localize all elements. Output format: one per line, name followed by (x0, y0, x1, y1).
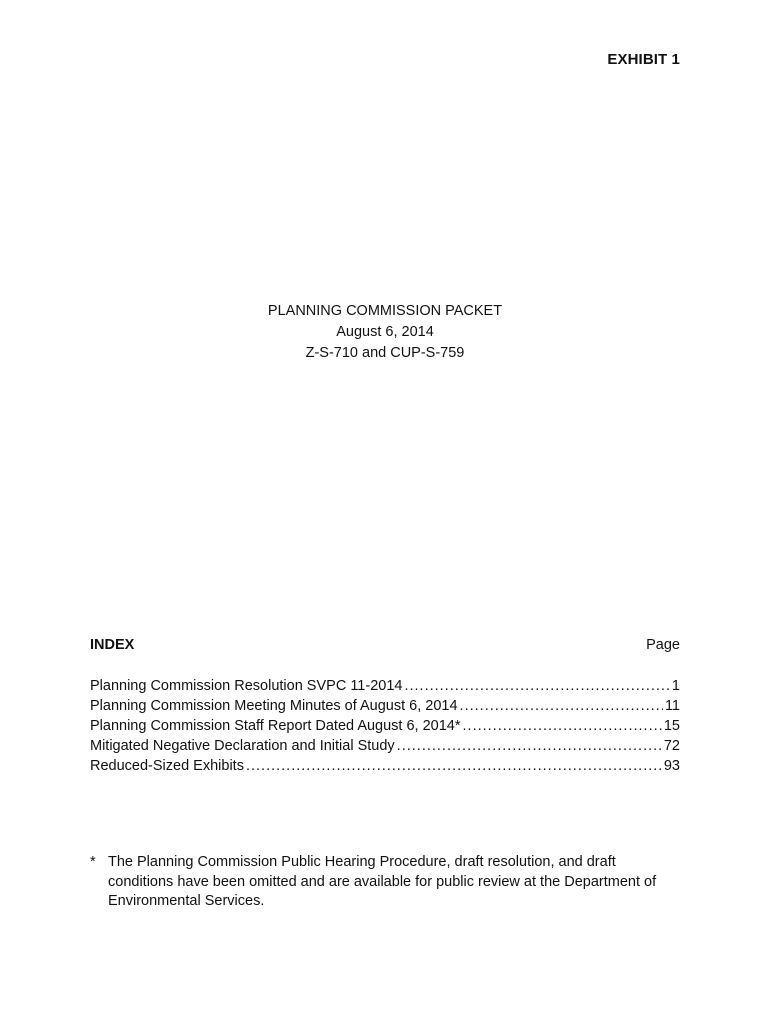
case-numbers: Z-S-710 and CUP-S-759 (305, 345, 465, 361)
index-entry-page: 11 (664, 698, 680, 714)
index-entry-title: Reduced-Sized Exhibits (90, 758, 244, 774)
index-entry-page: 72 (663, 738, 680, 754)
index-entry-title: Planning Commission Staff Report Dated August 6, 2014* (90, 718, 461, 734)
index-entry (90, 676, 680, 696)
dot-leader (404, 676, 669, 696)
dot-leader (246, 756, 662, 776)
index-entry (90, 736, 680, 756)
packet-date: August 6, 2014 (336, 324, 434, 340)
index-entry (90, 756, 680, 776)
footnote-text: The Planning Commission Public Hearing Procedure, draft resolution, and draft conditions have been omitted and are available for public review at the Department of Environmental Services. (108, 854, 657, 909)
index-heading: INDEX (90, 637, 135, 653)
index-entry-title: Planning Commission Resolution SVPC 11-2014 (90, 678, 403, 694)
index-entry-page: 15 (663, 718, 680, 734)
dot-leader (460, 696, 663, 716)
index-entry-page: 1 (671, 678, 680, 694)
footnote (90, 853, 685, 912)
index-entry-page: 93 (663, 758, 680, 774)
index-list (90, 676, 680, 776)
title-block (0, 301, 770, 364)
index-entry-title: Planning Commission Meeting Minutes of August 6, 2014 (90, 698, 458, 714)
dot-leader (463, 716, 662, 736)
index-entry (90, 716, 680, 736)
dot-leader (397, 736, 662, 756)
exhibit-label: EXHIBIT 1 (607, 51, 680, 68)
packet-title: PLANNING COMMISSION PACKET (267, 303, 503, 319)
index-entry (90, 696, 680, 716)
index-header (90, 637, 680, 653)
index-entry-title: Mitigated Negative Declaration and Initial Study (90, 738, 395, 754)
footnote-mark: * (90, 854, 96, 870)
page-column-heading: Page (646, 637, 680, 653)
